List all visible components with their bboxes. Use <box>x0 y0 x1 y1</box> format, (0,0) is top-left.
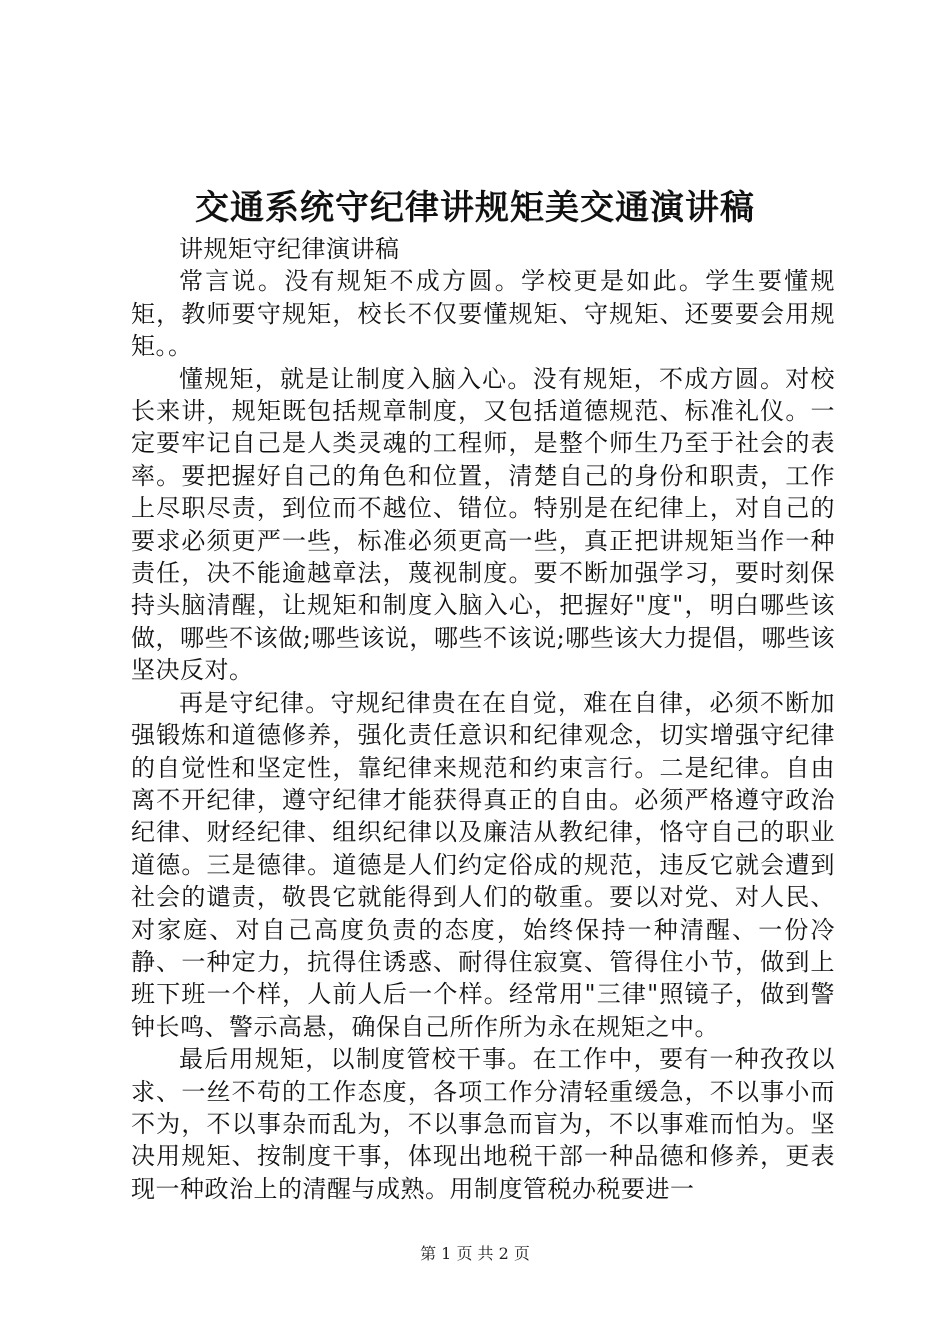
document-title: 交通系统守纪律讲规矩美交通演讲稿 <box>195 188 755 228</box>
subtitle-paragraph: 讲规矩守纪律演讲稿 <box>179 235 400 263</box>
body-paragraph: 常言说。没有规矩不成方圆。学校更是如此。学生要懂规矩，教师要守规矩，校长不仅要懂规矩、守规矩、还要要会用规矩。。 <box>131 267 835 361</box>
body-paragraph: 懂规矩，就是让制度入脑入心。没有规矩，不成方圆。对校长来讲，规矩既包括规章制度，又包括道德规范、标准礼仪。一定要牢记自己是人类灵魂的工程师，是整个师生乃至于社会的表率。要把握好自己的角色和位置，清楚自己的身份和职责，工作上尽职尽责，到位而不越位、错位。特别是在纪律上，对自己的要求必须更严一些，标准必须更高一些，真正把讲规矩当作一种责任，决不能逾越章法，蔑视制度。要不断加强学习，要时刻保持头脑清醒，让规矩和制度入脑入心，把握好"度"，明白哪些该做，哪些不该做;哪些该说，哪些不该说;哪些该大力提倡，哪些该坚决反对。 <box>131 364 835 685</box>
body-paragraph: 最后用规矩，以制度管校干事。在工作中，要有一种孜孜以求、一丝不苟的工作态度，各项工作分清轻重缓急，不以事小而不为，不以事杂而乱为，不以事急而盲为，不以事难而怕为。坚决用规矩、按制度干事，体现出地税干部一种品德和修养，更表现一种政治上的清醒与成熟。用制度管税办税要进一 <box>131 1045 835 1203</box>
page-number-footer: 第 1 页 共 2 页 <box>420 1244 530 1263</box>
body-paragraph: 再是守纪律。守规纪律贵在在自觉，难在自律，必须不断加强锻炼和道德修养，强化责任意识和纪律观念，切实增强守纪律的自觉性和坚定性，靠纪律来规范和约束言行。二是纪律。自由离不开纪律，遵守纪律才能获得真正的自由。必须严格遵守政治纪律、财经纪律、组织纪律以及廉洁从教纪律，恪守自己的职业道德。三是德律。道德是人们约定俗成的规范，违反它就会遭到社会的谴责，敬畏它就能得到人们的敬重。要以对党、对人民、对家庭、对自己高度负责的态度，始终保持一种清醒、一份冷静、一种定力，抗得住诱惑、耐得住寂寞、管得住小节，做到上班下班一个样，人前人后一个样。经常用"三律"照镜子，做到警钟长鸣、警示高悬，确保自己所作所为永在规矩之中。 <box>131 688 835 1041</box>
document-body <box>131 233 835 1205</box>
